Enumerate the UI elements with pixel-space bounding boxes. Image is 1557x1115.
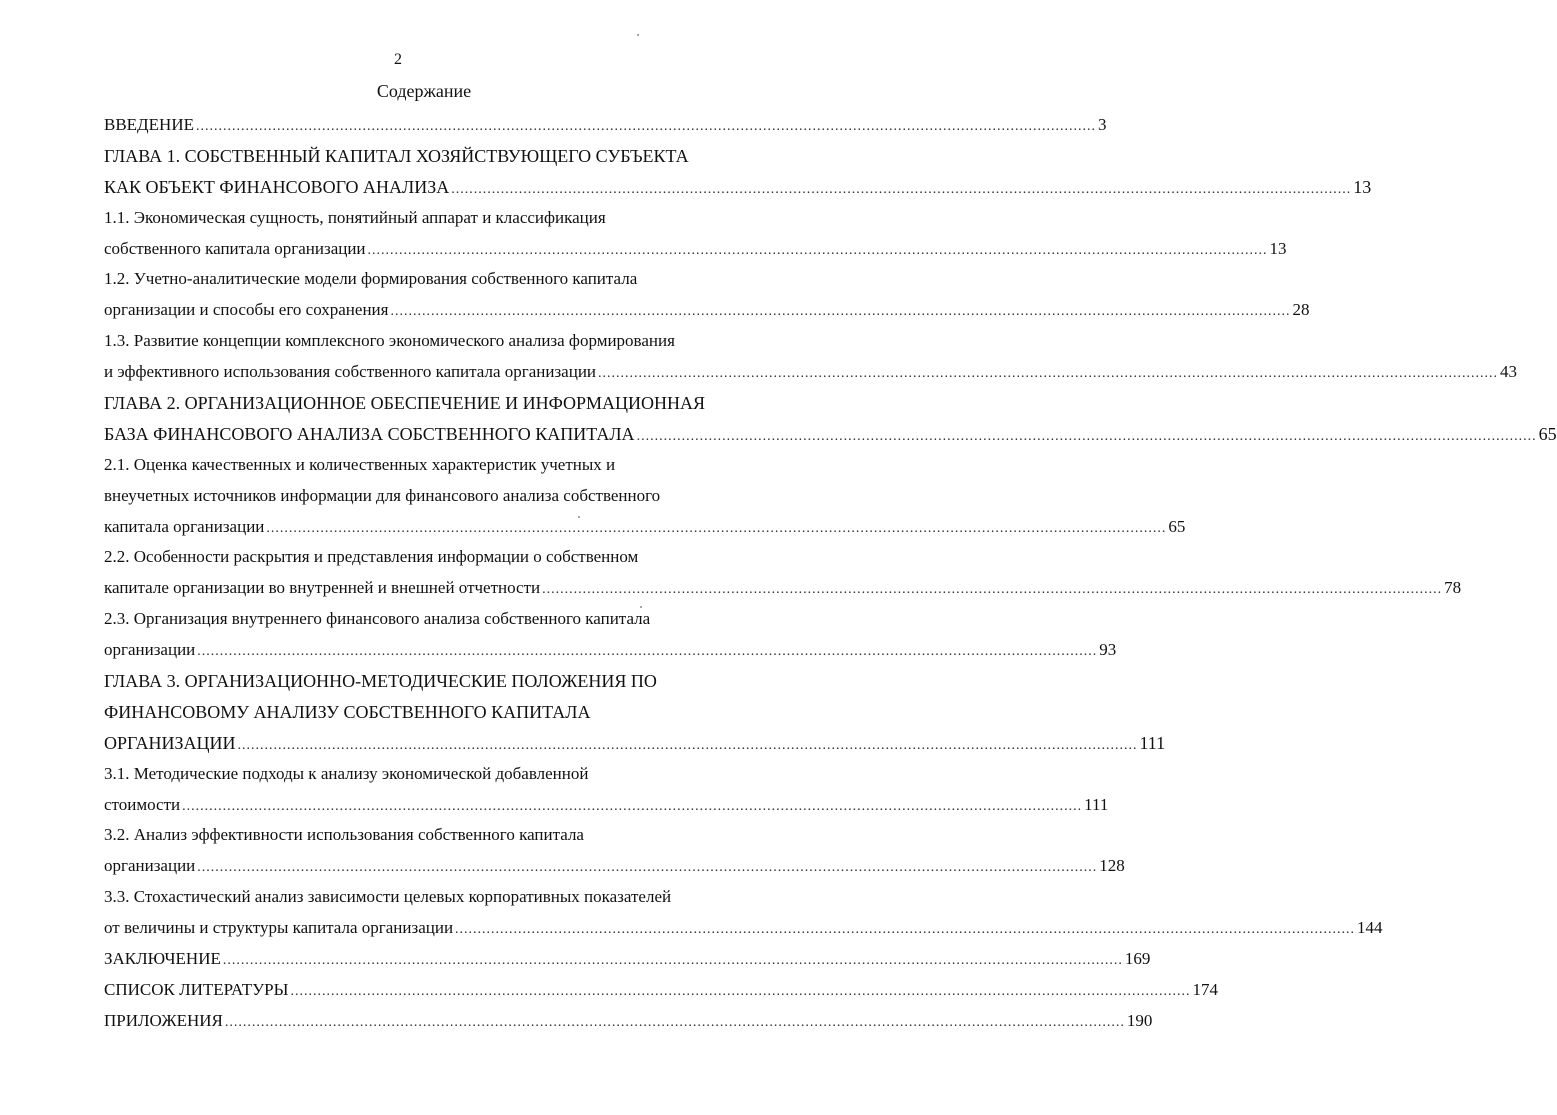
dot-leader: ........................................................................................................................................................................................................ bbox=[224, 1014, 1125, 1030]
toc-line bbox=[104, 728, 1166, 759]
dot-leader: ........................................................................................................................................................................................................ bbox=[237, 737, 1138, 753]
toc-entry-subsection bbox=[104, 882, 1383, 944]
dot-leader: ........................................................................................................................................................................................................ bbox=[195, 119, 1096, 134]
toc-entry-text: внеучетных источников информации для финансового анализа собственного bbox=[104, 485, 661, 505]
toc-entry-text: ПРИЛОЖЕНИЯ bbox=[104, 1010, 223, 1030]
toc-page-number: 128 bbox=[1099, 856, 1125, 876]
toc-page-number: 28 bbox=[1292, 300, 1310, 320]
toc-line bbox=[104, 419, 1557, 450]
toc-entry-section bbox=[104, 944, 1151, 975]
toc-entry-text: и эффективного использования собственного капитала организации bbox=[104, 362, 597, 382]
toc-entry-text: 3.2. Анализ эффективности использования собственного капитала bbox=[104, 825, 584, 845]
toc-page-number: 190 bbox=[1126, 1010, 1153, 1030]
dot-leader: ........................................................................................................................................................................................................ bbox=[390, 304, 1291, 320]
toc-page-number: 111 bbox=[1139, 732, 1166, 753]
toc-page-number: 111 bbox=[1084, 794, 1109, 814]
toc-entry-text: организации bbox=[104, 856, 196, 876]
toc-entry-text: 3.3. Стохастический анализ зависимости целевых корпоративных показателей bbox=[104, 887, 672, 907]
scan-speck bbox=[637, 34, 639, 36]
toc-entry-text: 3.1. Методические подходы к анализу экономической добавленной bbox=[104, 763, 589, 783]
toc-page-number: 65 bbox=[1168, 516, 1186, 536]
toc-line bbox=[104, 512, 1186, 543]
toc-entry-subsection bbox=[104, 604, 1117, 666]
toc-entry-text: стоимости bbox=[104, 794, 181, 814]
toc-page-number: 169 bbox=[1124, 949, 1151, 969]
toc-line bbox=[104, 573, 1462, 604]
toc-entry-text: собственного капитала организации bbox=[104, 238, 366, 258]
toc-entry-text: СПИСОК ЛИТЕРАТУРЫ bbox=[104, 979, 289, 999]
dot-leader: ........................................................................................................................................................................................................ bbox=[455, 922, 1356, 938]
toc-page-number: 43 bbox=[1500, 362, 1518, 382]
toc-entry-text: капитале организации во внутренней и внешней отчетности bbox=[104, 578, 541, 598]
toc-entry-subsection bbox=[104, 542, 1462, 604]
dot-leader: ........................................................................................................................................................................................................ bbox=[197, 860, 1098, 876]
dot-leader: ........................................................................................................................................................................................................ bbox=[197, 644, 1098, 660]
toc-line bbox=[104, 851, 1125, 882]
toc-page-number: 65 bbox=[1538, 423, 1557, 444]
toc-line bbox=[104, 790, 1109, 821]
toc-page-number: 78 bbox=[1444, 578, 1462, 598]
toc-entry-text: 1.2. Учетно-аналитические модели формирования собственного капитала bbox=[104, 269, 638, 289]
toc-entry-text: ГЛАВА 1. СОБСТВЕННЫЙ КАПИТАЛ ХОЗЯЙСТВУЮЩЕГО СУБЪЕКТА bbox=[104, 145, 689, 166]
dot-leader: ........................................................................................................................................................................................................ bbox=[222, 953, 1123, 969]
dot-leader: ........................................................................................................................................................................................................ bbox=[598, 366, 1499, 382]
toc-entry-section bbox=[104, 110, 1107, 141]
toc-page-number: 13 bbox=[1353, 176, 1372, 197]
toc-entry-text: 2.3. Организация внутреннего финансового анализа собственного капитала bbox=[104, 609, 651, 629]
toc-page-number: 174 bbox=[1192, 979, 1218, 999]
toc-entry-subsection bbox=[104, 203, 1287, 265]
dot-leader: ........................................................................................................................................................................................................ bbox=[636, 428, 1537, 444]
toc-page-number: 3 bbox=[1097, 115, 1107, 134]
toc-line bbox=[104, 944, 1151, 975]
toc-entry-subsection bbox=[104, 326, 1518, 388]
dot-leader: ........................................................................................................................................................................................................ bbox=[542, 582, 1443, 598]
toc-entry-section bbox=[104, 975, 1218, 1006]
toc-entry-text: ГЛАВА 2. ОРГАНИЗАЦИОННОЕ ОБЕСПЕЧЕНИЕ И ИНФОРМАЦИОННАЯ bbox=[104, 393, 706, 414]
toc-line bbox=[104, 975, 1218, 1006]
toc-entry-text: от величины и структуры капитала организации bbox=[104, 918, 454, 938]
toc-entry-subsection bbox=[104, 450, 1186, 543]
toc-entry-text: БАЗА ФИНАНСОВОГО АНАЛИЗА СОБСТВЕННОГО КАПИТАЛА bbox=[104, 423, 635, 444]
toc-line bbox=[104, 172, 1372, 203]
toc-entry-text: ЗАКЛЮЧЕНИЕ bbox=[104, 949, 221, 969]
toc-entry-text: капитала организации bbox=[104, 516, 265, 536]
toc-entry-text: 2.1. Оценка качественных и количественных характеристик учетных и bbox=[104, 454, 616, 474]
toc-entry-subsection bbox=[104, 264, 1310, 326]
toc-entry-chapter bbox=[104, 388, 1557, 450]
toc-title: Содержание bbox=[376, 81, 472, 101]
toc-entry-text: ОРГАНИЗАЦИИ bbox=[104, 732, 236, 753]
toc-entry-text: 1.3. Развитие концепции комплексного экономического анализа формирования bbox=[104, 331, 675, 351]
toc-entry-text: организации bbox=[104, 640, 196, 660]
table-of-contents bbox=[104, 110, 1557, 1037]
toc-entry-text: организации и способы его сохранения bbox=[104, 300, 389, 320]
toc-entry-subsection bbox=[104, 759, 1109, 821]
scan-speck bbox=[640, 606, 642, 608]
toc-entry-chapter bbox=[104, 666, 1166, 759]
toc-line bbox=[104, 635, 1117, 666]
toc-line bbox=[104, 913, 1383, 944]
dot-leader: ........................................................................................................................................................................................................ bbox=[266, 520, 1167, 536]
dot-leader: ........................................................................................................................................................................................................ bbox=[182, 798, 1083, 814]
toc-page-number: 144 bbox=[1357, 918, 1383, 938]
toc-entry-subsection bbox=[104, 820, 1125, 882]
toc-line bbox=[104, 110, 1107, 141]
toc-entry-text: ВВЕДЕНИЕ bbox=[104, 115, 194, 134]
dot-leader: ........................................................................................................................................................................................................ bbox=[290, 983, 1191, 999]
dot-leader: ........................................................................................................................................................................................................ bbox=[367, 242, 1268, 258]
scan-speck bbox=[578, 516, 580, 518]
toc-entry-chapter bbox=[104, 141, 1372, 203]
toc-entry-text: 1.1. Экономическая сущность, понятийный аппарат и классификация bbox=[104, 207, 606, 227]
toc-entry-text: ФИНАНСОВОМУ АНАЛИЗУ СОБСТВЕННОГО КАПИТАЛА bbox=[104, 701, 591, 722]
toc-line bbox=[104, 295, 1310, 326]
toc-page-number: 13 bbox=[1269, 238, 1287, 258]
toc-entry-text: КАК ОБЪЕКТ ФИНАНСОВОГО АНАЛИЗА bbox=[104, 176, 450, 197]
page-number: 2 bbox=[394, 51, 402, 68]
toc-line bbox=[104, 357, 1518, 388]
toc-line bbox=[104, 234, 1287, 265]
toc-entry-section bbox=[104, 1006, 1153, 1037]
toc-page-number: 93 bbox=[1099, 640, 1117, 660]
dot-leader: ........................................................................................................................................................................................................ bbox=[451, 181, 1352, 197]
toc-line bbox=[104, 1006, 1153, 1037]
toc-entry-text: 2.2. Особенности раскрытия и представления информации о собственном bbox=[104, 547, 639, 567]
toc-entry-text: ГЛАВА 3. ОРГАНИЗАЦИОННО-МЕТОДИЧЕСКИЕ ПОЛОЖЕНИЯ ПО bbox=[104, 671, 657, 692]
